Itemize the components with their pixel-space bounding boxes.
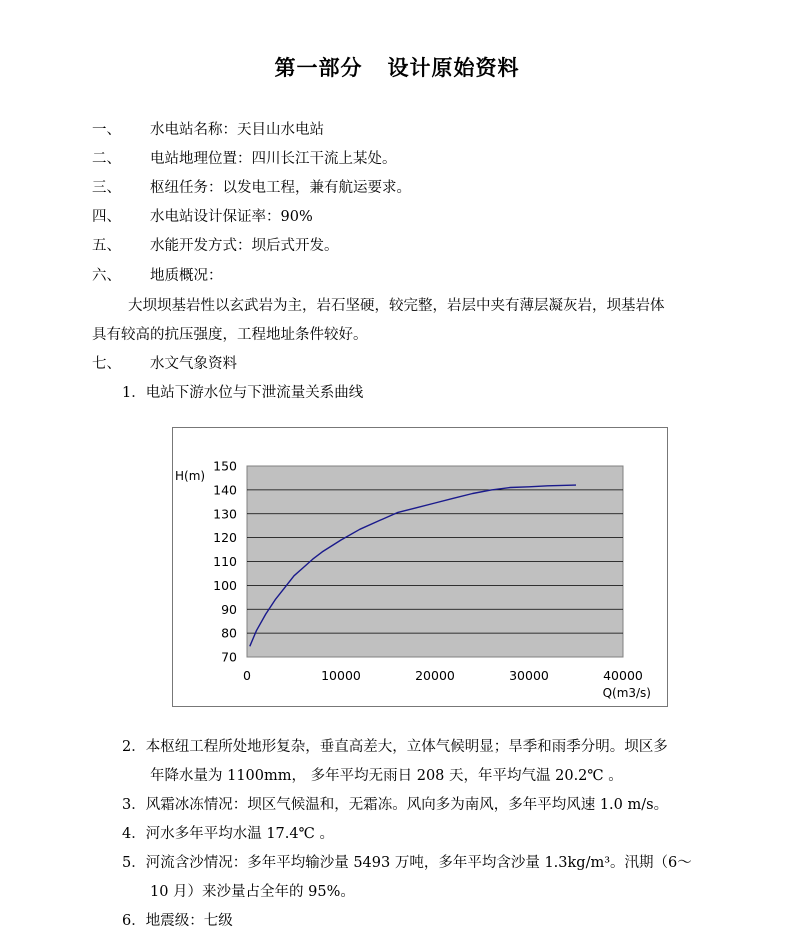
section-number: 一、	[92, 122, 121, 138]
y-tick-label: 130	[213, 506, 237, 522]
y-tick-label: 110	[213, 554, 237, 569]
x-tick-label: 30000	[509, 668, 549, 683]
hydrology-item-6: 6．地震级：七级	[122, 913, 233, 929]
x-tick-label: 40000	[603, 668, 643, 683]
stage-discharge-chart	[172, 427, 668, 707]
hydrology-item-5-line1: 5．河流含沙情况：多年平均输沙量 5493 万吨，多年平均含沙量 1.3kg/m³。汛期（6～	[122, 855, 692, 871]
hydrology-item-3: 3．风霜冰冻情况：坝区气候温和，无霜冻。风向多为南风，多年平均风速 1.0 m/s。	[122, 797, 669, 813]
section-text: 水能开发方式：坝后式开发。	[150, 238, 339, 254]
hydrology-item-4: 4．河水多年平均水温 17.4℃ 。	[122, 826, 334, 842]
section-number: 四、	[92, 209, 121, 225]
section-text: 水文气象资料	[150, 356, 237, 372]
y-tick-label: 90	[221, 601, 237, 617]
section-text: 枢纽任务：以发电工程，兼有航运要求。	[150, 180, 411, 196]
hydrology-item-2-line2: 年降水量为 1100mm， 多年平均无雨日 208 天，年平均气温 20.2℃ 。	[150, 768, 623, 784]
y-axis-label: H(m)	[175, 469, 206, 483]
hydrology-item-5-line2: 10 月）来沙量占全年的 95%。	[150, 884, 355, 900]
section-number: 六、	[92, 268, 121, 284]
page-title: 第一部分 设计原始资料	[274, 56, 520, 80]
section-number: 七、	[92, 356, 121, 372]
section-number: 二、	[92, 151, 121, 167]
x-tick-label: 20000	[415, 668, 455, 683]
y-tick-label: 150	[213, 458, 237, 474]
x-axis-label: Q(m3/s)	[602, 686, 651, 700]
section-text: 水电站设计保证率：90%	[150, 209, 313, 225]
x-tick-label: 0	[243, 668, 251, 683]
y-tick-label: 100	[213, 577, 237, 593]
hydrology-item-2-line1: 2．本枢纽工程所处地形复杂，垂直高差大，立体气候明显；旱季和雨季分明。坝区多	[122, 739, 668, 755]
section-number: 五、	[92, 238, 121, 254]
geology-paragraph-line2: 具有较高的抗压强度，工程地址条件较好。	[92, 327, 368, 343]
y-tick-label: 80	[221, 625, 237, 641]
chart-svg	[173, 428, 667, 706]
section-text: 电站地理位置：四川长江干流上某处。	[150, 151, 397, 167]
section-number: 三、	[92, 180, 121, 196]
hydrology-item-1: 1．电站下游水位与下泄流量关系曲线	[122, 385, 364, 401]
y-tick-label: 140	[213, 482, 237, 498]
y-tick-label: 70	[221, 649, 237, 665]
section-text: 地质概况：	[150, 268, 223, 284]
x-tick-label: 10000	[321, 668, 361, 683]
y-tick-label: 120	[213, 530, 237, 546]
section-text: 水电站名称：天目山水电站	[150, 122, 324, 138]
geology-paragraph-line1: 大坝坝基岩性以玄武岩为主，岩石坚硬，较完整，岩层中夹有薄层凝灰岩，坝基岩体	[128, 298, 665, 314]
